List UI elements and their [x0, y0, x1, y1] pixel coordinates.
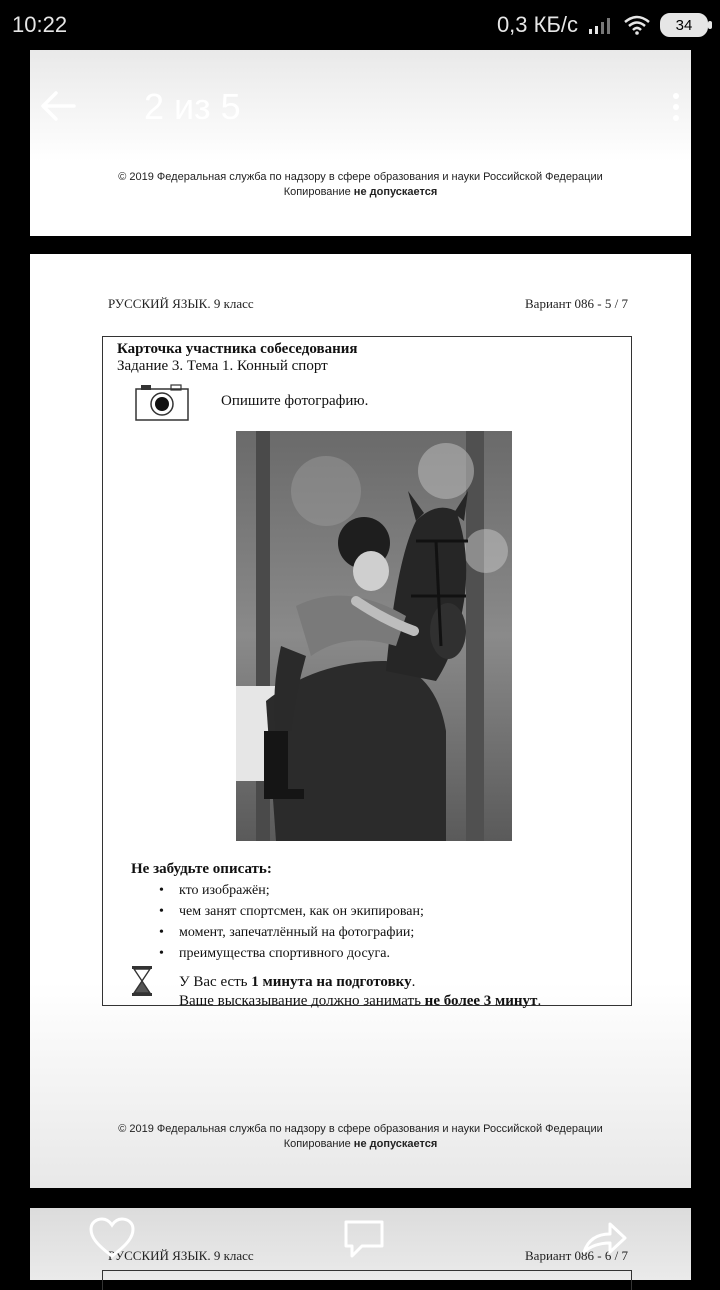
prep-line: У Вас есть 1 минута на подготовку. [179, 974, 416, 990]
copyright-line-1: © 2019 Федеральная служба по надзору в сфере образования и науки Российской Федерации [118, 171, 603, 183]
participant-card [102, 336, 632, 1009]
network-speed: 0,3 КБ/с [496, 12, 578, 37]
viewer-header [30, 50, 691, 165]
signal-icon [588, 15, 614, 35]
copyright-line-2: Копирование не допускается [283, 186, 438, 198]
copyright-line-2: Копирование не допускается [283, 1138, 438, 1150]
card-task: Задание 3. Тема 1. Конный спорт [117, 358, 328, 374]
status-time: 10:22 [12, 12, 68, 37]
card-title: Карточка участника собеседования [117, 341, 358, 357]
status-bar [0, 0, 720, 50]
variant-label: Вариант 086 - 5 / 7 [525, 296, 628, 311]
page-1-copyright [30, 170, 691, 200]
more-options-icon[interactable] [670, 88, 682, 128]
remember-title: Не забудьте описать: [131, 861, 272, 877]
page-2-copyright [30, 1122, 691, 1152]
list-item: • преимущества спортивного досуга. [159, 943, 424, 964]
remember-list [159, 880, 424, 964]
horse-rider-photo [236, 431, 512, 841]
preparation-text [179, 973, 541, 1011]
battery-indicator: 34 [660, 13, 708, 37]
wifi-icon [624, 15, 650, 35]
back-arrow-icon[interactable] [38, 86, 78, 126]
hourglass-icon [131, 965, 153, 997]
camera-icon [135, 383, 189, 421]
list-item: • момент, запечатлённый на фотографии; [159, 922, 424, 943]
page-indicator: 2 из 5 [144, 86, 241, 127]
answer-line: Ваше высказывание должно занимать не более 3 минут. [179, 993, 542, 1009]
heart-icon[interactable] [88, 1216, 136, 1262]
list-item: • чем занят спортсмен, как он экипирован; [159, 901, 424, 922]
subject-label: РУССКИЙ ЯЗЫК. 9 класс [108, 1248, 254, 1263]
document-page-2[interactable] [30, 254, 691, 1188]
comment-icon[interactable] [340, 1216, 388, 1262]
share-icon[interactable] [580, 1216, 628, 1262]
instruction-text: Опишите фотографию. [221, 393, 369, 409]
copyright-line-1: © 2019 Федеральная служба по надзору в сфере образования и науки Российской Федерации [118, 1123, 603, 1135]
subject-label: РУССКИЙ ЯЗЫК. 9 класс [108, 296, 254, 311]
list-item: • кто изображён; [159, 880, 424, 901]
page-header [108, 296, 628, 312]
status-right [497, 12, 708, 38]
action-bar [0, 1206, 720, 1280]
variant-label: Вариант 086 - 6 / 7 [525, 1248, 628, 1263]
